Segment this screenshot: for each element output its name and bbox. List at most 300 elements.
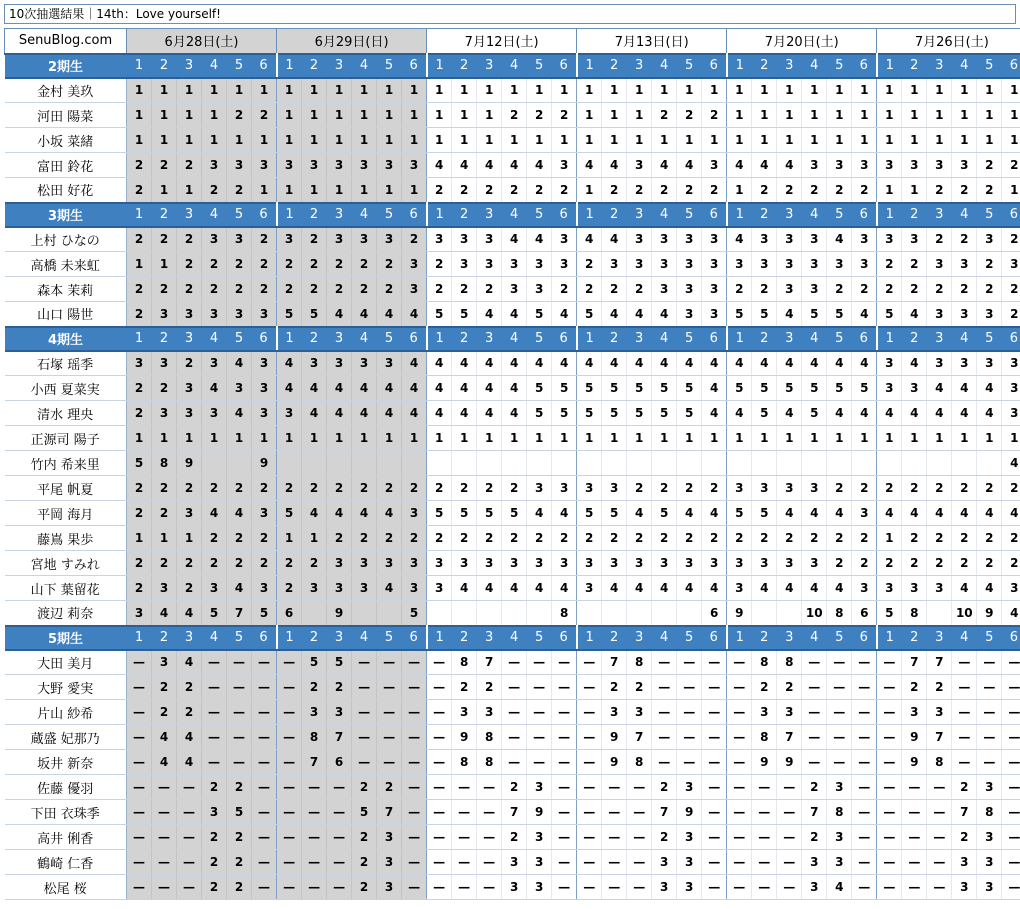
slot-number: 2: [452, 54, 477, 78]
result-cell: 5: [727, 376, 752, 401]
result-cell: [552, 451, 577, 476]
result-cell: 5: [552, 376, 577, 401]
result-cell: 3: [252, 401, 277, 426]
result-cell: 3: [802, 252, 827, 277]
result-cell: —: [902, 825, 927, 850]
result-cell: 1: [877, 78, 902, 103]
result-cell: 2: [902, 526, 927, 551]
result-cell: —: [352, 675, 377, 700]
result-cell: 3: [952, 875, 977, 900]
result-cell: 1: [727, 78, 752, 103]
result-cell: —: [127, 675, 152, 700]
result-cell: 5: [552, 401, 577, 426]
result-cell: 4: [727, 401, 752, 426]
result-cell: 5: [877, 601, 902, 626]
result-cell: 3: [702, 227, 727, 252]
result-cell: 3: [352, 576, 377, 601]
result-cell: 2: [227, 551, 252, 576]
result-cell: 4: [477, 576, 502, 601]
slot-number: 6: [252, 327, 277, 351]
result-cell: —: [452, 875, 477, 900]
result-cell: 3: [277, 227, 302, 252]
result-cell: 4: [702, 401, 727, 426]
result-cell: 1: [127, 252, 152, 277]
date-header: 7月20日(土): [727, 29, 877, 54]
result-cell: 1: [302, 103, 327, 128]
result-cell: 2: [227, 103, 252, 128]
result-cell: 1: [552, 78, 577, 103]
result-cell: —: [652, 725, 677, 750]
result-cell: 3: [402, 277, 427, 302]
slot-number: 2: [452, 327, 477, 351]
result-cell: 2: [127, 302, 152, 327]
result-cell: 2: [352, 526, 377, 551]
result-cell: 2: [752, 178, 777, 203]
result-cell: 1: [927, 78, 952, 103]
result-cell: 1: [752, 78, 777, 103]
result-cell: 2: [302, 227, 327, 252]
result-cell: 4: [802, 576, 827, 601]
member-name: 小坂 菜緒: [5, 128, 127, 153]
result-cell: 2: [127, 476, 152, 501]
result-cell: 3: [677, 551, 702, 576]
result-cell: [502, 601, 527, 626]
result-cell: 3: [277, 153, 302, 178]
result-cell: 9: [777, 750, 802, 775]
result-cell: —: [227, 700, 252, 725]
result-cell: 9: [677, 800, 702, 825]
result-cell: 2: [252, 526, 277, 551]
result-cell: —: [627, 825, 652, 850]
result-cell: —: [652, 650, 677, 675]
member-row: [5, 700, 1020, 725]
result-cell: —: [852, 875, 877, 900]
result-cell: 3: [777, 476, 802, 501]
result-cell: 3: [227, 376, 252, 401]
result-cell: 2: [377, 775, 402, 800]
result-cell: 1: [427, 128, 452, 153]
slot-number: 2: [302, 327, 327, 351]
result-cell: 3: [777, 252, 802, 277]
result-cell: 2: [527, 103, 552, 128]
result-cell: —: [827, 650, 852, 675]
result-cell: 3: [952, 252, 977, 277]
result-cell: 4: [677, 153, 702, 178]
result-cell: 3: [677, 875, 702, 900]
result-cell: 2: [827, 476, 852, 501]
result-cell: 7: [927, 650, 952, 675]
result-cell: —: [652, 750, 677, 775]
result-cell: 4: [352, 401, 377, 426]
result-cell: 1: [402, 78, 427, 103]
result-cell: 3: [127, 601, 152, 626]
result-cell: 3: [652, 252, 677, 277]
result-cell: 4: [627, 576, 652, 601]
member-row: [5, 103, 1020, 128]
result-cell: —: [877, 650, 902, 675]
result-cell: 5: [277, 302, 302, 327]
result-cell: —: [377, 750, 402, 775]
result-cell: 4: [752, 576, 777, 601]
slot-number: 4: [802, 203, 827, 227]
result-cell: 7: [777, 725, 802, 750]
result-cell: 3: [352, 551, 377, 576]
result-cell: 4: [427, 401, 452, 426]
result-cell: 1: [252, 128, 277, 153]
result-cell: 4: [177, 725, 202, 750]
result-cell: 2: [827, 526, 852, 551]
slot-number: 2: [602, 203, 627, 227]
result-cell: —: [352, 650, 377, 675]
result-cell: —: [302, 875, 327, 900]
slot-number: 2: [452, 203, 477, 227]
result-cell: 1: [1002, 178, 1020, 203]
slot-number: 2: [152, 626, 177, 650]
member-row: [5, 426, 1020, 451]
result-cell: 1: [602, 128, 627, 153]
result-cell: 3: [702, 153, 727, 178]
result-cell: 7: [377, 800, 402, 825]
result-cell: 2: [427, 526, 452, 551]
result-cell: 3: [902, 576, 927, 601]
result-cell: 2: [477, 178, 502, 203]
result-cell: 4: [627, 302, 652, 327]
result-cell: 4: [452, 401, 477, 426]
result-cell: 2: [202, 526, 227, 551]
slot-number: 6: [1002, 327, 1020, 351]
slot-number: 2: [152, 54, 177, 78]
member-row: [5, 351, 1020, 376]
result-cell: 1: [477, 128, 502, 153]
result-cell: 7: [927, 725, 952, 750]
result-cell: 1: [202, 128, 227, 153]
result-cell: 5: [577, 376, 602, 401]
result-cell: 3: [427, 551, 452, 576]
result-cell: —: [177, 875, 202, 900]
result-cell: [602, 451, 627, 476]
result-cell: —: [502, 650, 527, 675]
result-cell: 3: [452, 227, 477, 252]
result-cell: 3: [727, 476, 752, 501]
slot-number: 3: [477, 54, 502, 78]
result-cell: 7: [952, 800, 977, 825]
result-cell: 4: [802, 351, 827, 376]
result-cell: 3: [902, 153, 927, 178]
result-cell: 2: [502, 178, 527, 203]
slot-number: 6: [552, 327, 577, 351]
result-cell: 2: [677, 476, 702, 501]
result-cell: 3: [527, 277, 552, 302]
result-cell: —: [427, 675, 452, 700]
member-name: 石塚 瑶季: [5, 351, 127, 376]
result-cell: [377, 451, 402, 476]
result-cell: 5: [752, 401, 777, 426]
result-cell: 2: [702, 476, 727, 501]
result-cell: —: [852, 750, 877, 775]
result-cell: —: [127, 875, 152, 900]
result-cell: —: [277, 700, 302, 725]
result-cell: —: [452, 800, 477, 825]
slot-number: 2: [152, 327, 177, 351]
slot-number: 3: [777, 327, 802, 351]
result-cell: 3: [552, 252, 577, 277]
result-cell: 2: [977, 551, 1002, 576]
slot-number: 1: [277, 54, 302, 78]
slot-number: 1: [727, 54, 752, 78]
slot-number: 4: [652, 54, 677, 78]
result-cell: —: [177, 825, 202, 850]
member-row: [5, 302, 1020, 327]
result-cell: 3: [927, 302, 952, 327]
result-cell: 3: [177, 376, 202, 401]
result-cell: —: [152, 775, 177, 800]
result-cell: 2: [952, 476, 977, 501]
result-cell: 4: [927, 376, 952, 401]
result-cell: 2: [202, 476, 227, 501]
result-cell: 4: [577, 227, 602, 252]
result-cell: —: [752, 775, 777, 800]
slot-number: 5: [527, 626, 552, 650]
result-cell: —: [577, 750, 602, 775]
slot-number: 3: [627, 626, 652, 650]
result-cell: 6: [327, 750, 352, 775]
slot-number: 5: [977, 327, 1002, 351]
result-cell: [677, 451, 702, 476]
result-cell: 4: [227, 401, 252, 426]
result-cell: —: [602, 875, 627, 900]
result-cell: 3: [477, 252, 502, 277]
result-cell: 4: [752, 351, 777, 376]
result-cell: 2: [927, 551, 952, 576]
result-cell: 3: [477, 551, 502, 576]
result-cell: 7: [502, 800, 527, 825]
result-cell: 1: [127, 426, 152, 451]
result-cell: —: [127, 725, 152, 750]
result-cell: 2: [277, 252, 302, 277]
result-cell: —: [402, 800, 427, 825]
slot-number: 6: [852, 327, 877, 351]
result-cell: [627, 451, 652, 476]
result-cell: 1: [252, 426, 277, 451]
slot-number: 4: [802, 626, 827, 650]
result-cell: 2: [477, 526, 502, 551]
result-cell: 5: [802, 401, 827, 426]
result-cell: 4: [677, 501, 702, 526]
result-cell: 3: [702, 252, 727, 277]
result-cell: —: [377, 675, 402, 700]
result-cell: 1: [852, 103, 877, 128]
result-cell: 3: [777, 277, 802, 302]
result-cell: —: [202, 650, 227, 675]
result-cell: 1: [1002, 426, 1020, 451]
result-cell: —: [977, 700, 1002, 725]
result-cell: —: [577, 775, 602, 800]
result-cell: —: [427, 725, 452, 750]
result-cell: 1: [627, 78, 652, 103]
slot-number: 4: [202, 54, 227, 78]
slot-number: 4: [502, 54, 527, 78]
result-cell: 5: [227, 800, 252, 825]
result-cell: —: [877, 675, 902, 700]
member-row: [5, 800, 1020, 825]
slot-number: 3: [177, 327, 202, 351]
slot-number: 1: [727, 203, 752, 227]
result-cell: 1: [1002, 78, 1020, 103]
result-cell: 2: [1002, 526, 1020, 551]
result-cell: 2: [402, 476, 427, 501]
result-cell: 1: [527, 426, 552, 451]
result-cell: —: [527, 700, 552, 725]
slot-number: 1: [877, 203, 902, 227]
result-cell: —: [702, 850, 727, 875]
result-cell: 2: [952, 526, 977, 551]
result-cell: 1: [877, 103, 902, 128]
result-cell: 2: [827, 277, 852, 302]
result-cell: 4: [502, 227, 527, 252]
result-cell: 3: [927, 153, 952, 178]
result-cell: —: [177, 850, 202, 875]
result-cell: 2: [502, 526, 527, 551]
result-cell: 2: [552, 526, 577, 551]
slot-number: 6: [1002, 626, 1020, 650]
result-cell: [527, 601, 552, 626]
member-name: 平尾 帆夏: [5, 476, 127, 501]
result-cell: 1: [527, 128, 552, 153]
result-cell: 3: [677, 825, 702, 850]
result-cell: —: [527, 675, 552, 700]
result-cell: —: [202, 675, 227, 700]
result-cell: 4: [227, 501, 252, 526]
result-cell: 5: [827, 302, 852, 327]
slot-number: 3: [927, 54, 952, 78]
result-cell: —: [627, 800, 652, 825]
result-cell: 4: [527, 351, 552, 376]
result-cell: 1: [152, 78, 177, 103]
result-cell: 2: [127, 576, 152, 601]
result-cell: [702, 451, 727, 476]
result-cell: —: [1002, 650, 1020, 675]
result-cell: —: [1002, 750, 1020, 775]
result-cell: 4: [852, 302, 877, 327]
group-label: 4期生: [5, 327, 127, 351]
result-cell: 2: [402, 526, 427, 551]
result-cell: 1: [727, 103, 752, 128]
result-cell: 4: [602, 153, 627, 178]
slot-number: 3: [927, 203, 952, 227]
result-cell: [952, 451, 977, 476]
result-cell: 3: [152, 650, 177, 675]
result-cell: 1: [227, 128, 252, 153]
result-cell: 8: [152, 451, 177, 476]
result-cell: 3: [227, 302, 252, 327]
result-cell: 1: [952, 128, 977, 153]
result-cell: 9: [727, 601, 752, 626]
result-cell: 2: [127, 501, 152, 526]
result-cell: 4: [352, 501, 377, 526]
site-link[interactable]: SenuBlog.com: [5, 29, 127, 54]
result-cell: 3: [402, 551, 427, 576]
result-cell: 2: [577, 252, 602, 277]
result-cell: 3: [377, 850, 402, 875]
result-cell: 1: [477, 103, 502, 128]
result-cell: 5: [752, 376, 777, 401]
result-cell: 2: [777, 178, 802, 203]
result-cell: 2: [177, 551, 202, 576]
result-cell: 3: [152, 401, 177, 426]
result-cell: 2: [952, 551, 977, 576]
result-cell: [377, 601, 402, 626]
result-cell: 3: [977, 351, 1002, 376]
result-cell: 1: [152, 252, 177, 277]
result-cell: 2: [327, 277, 352, 302]
result-cell: —: [552, 700, 577, 725]
result-cell: 2: [1002, 551, 1020, 576]
result-cell: —: [727, 875, 752, 900]
result-cell: —: [752, 850, 777, 875]
result-cell: 4: [777, 401, 802, 426]
result-cell: 1: [677, 78, 702, 103]
result-cell: 3: [952, 351, 977, 376]
group-header-row: [5, 203, 1020, 227]
result-cell: 4: [452, 153, 477, 178]
result-cell: 1: [502, 426, 527, 451]
result-cell: 1: [827, 426, 852, 451]
result-cell: 1: [777, 78, 802, 103]
result-cell: 1: [977, 103, 1002, 128]
result-cell: —: [677, 700, 702, 725]
slot-number: 3: [777, 203, 802, 227]
result-cell: 2: [902, 476, 927, 501]
result-cell: 2: [127, 153, 152, 178]
slot-number: 4: [502, 203, 527, 227]
result-cell: 2: [952, 178, 977, 203]
result-cell: 3: [527, 775, 552, 800]
result-cell: [277, 451, 302, 476]
result-cell: 1: [277, 78, 302, 103]
result-cell: —: [252, 875, 277, 900]
result-cell: 2: [752, 526, 777, 551]
result-cell: 1: [877, 426, 902, 451]
result-cell: 1: [402, 128, 427, 153]
result-cell: 3: [852, 227, 877, 252]
result-cell: 1: [152, 178, 177, 203]
result-cell: 1: [902, 426, 927, 451]
result-cell: 3: [377, 227, 402, 252]
result-cell: 7: [652, 800, 677, 825]
result-cell: —: [252, 750, 277, 775]
result-cell: —: [327, 825, 352, 850]
slot-number: 2: [302, 203, 327, 227]
result-cell: 2: [452, 526, 477, 551]
result-cell: 1: [152, 128, 177, 153]
result-cell: 4: [1002, 601, 1020, 626]
slot-number: 5: [677, 327, 702, 351]
result-cell: 3: [552, 227, 577, 252]
result-cell: 1: [727, 178, 752, 203]
result-cell: —: [302, 850, 327, 875]
result-cell: 2: [177, 576, 202, 601]
result-cell: —: [327, 800, 352, 825]
result-cell: 1: [777, 103, 802, 128]
member-row: [5, 252, 1020, 277]
result-cell: 5: [727, 501, 752, 526]
result-cell: —: [402, 775, 427, 800]
result-cell: 4: [177, 650, 202, 675]
result-cell: 1: [627, 103, 652, 128]
result-cell: 4: [827, 501, 852, 526]
result-cell: 3: [402, 501, 427, 526]
slot-number: 4: [352, 327, 377, 351]
